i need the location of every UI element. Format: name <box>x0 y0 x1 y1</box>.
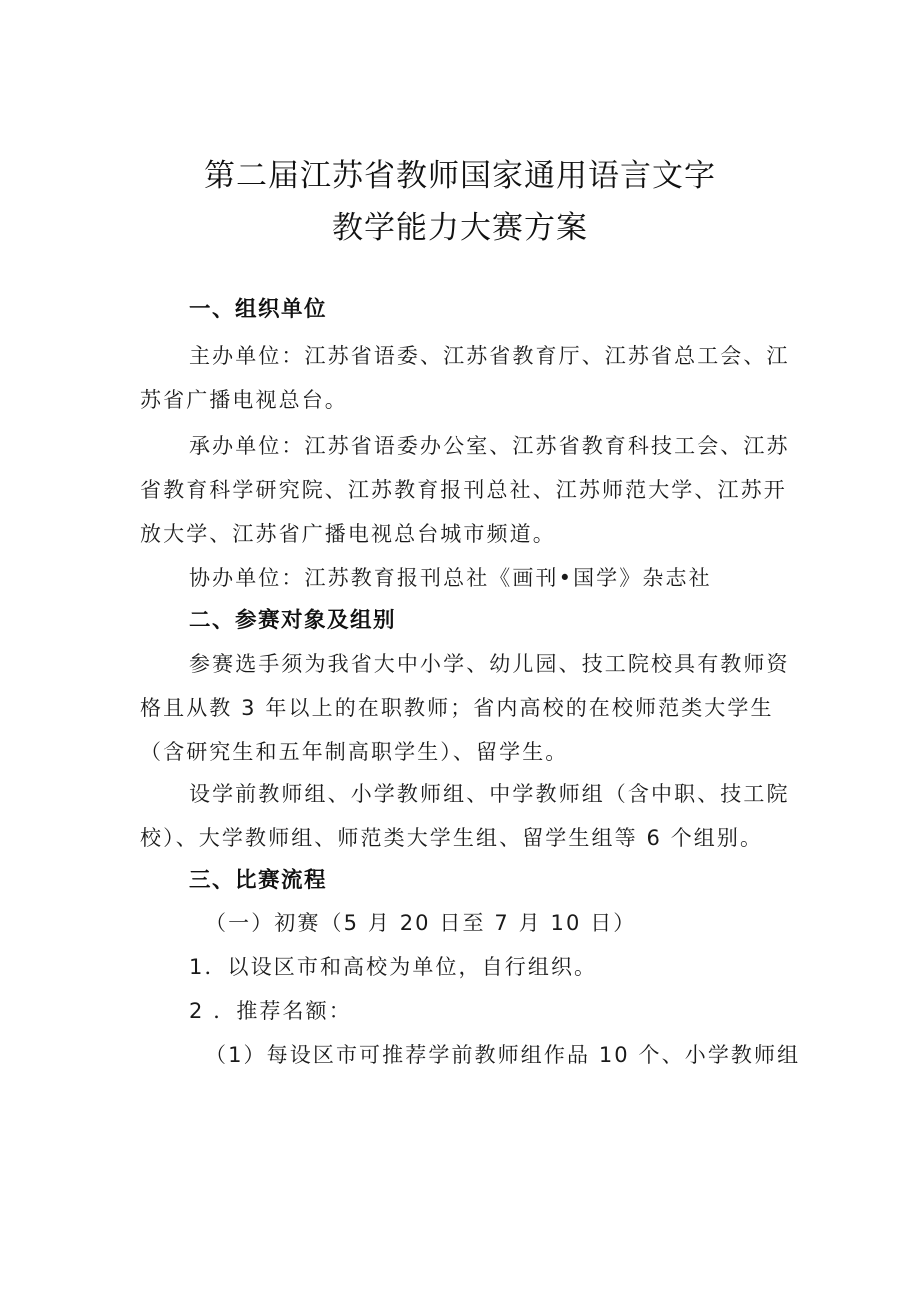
document-title-line-2: 教学能力大赛方案 <box>332 210 588 246</box>
organizer-units-line-3: 放大学、江苏省广播电视总台城市频道。 <box>140 522 556 546</box>
section-heading-organizers: 一、组织单位 <box>189 297 328 322</box>
document-title-line-1: 第二届江苏省教师国家通用语言文字 <box>204 158 716 194</box>
participants-para-line-3: （含研究生和五年制高职学生）、留学生。 <box>140 740 569 764</box>
host-units-line-1: 主办单位：江苏省语委、江苏省教育厅、江苏省总工会、江 <box>189 344 790 368</box>
groups-para-line-2: 校）、大学教师组、师范类大学生组、留学生组等 6 个组别。 <box>140 826 764 850</box>
groups-para-line-1: 设学前教师组、小学教师组、中学教师组（含中职、技工院 <box>189 782 790 806</box>
preliminary-item-2: 2 ．推荐名额： <box>189 999 352 1023</box>
participants-para-line-1: 参赛选手须为我省大中小学、幼儿园、技工院校具有教师资 <box>189 652 790 676</box>
organizer-units-line-1: 承办单位：江苏省语委办公室、江苏省教育科技工会、江苏 <box>189 434 790 458</box>
preliminary-item-1: 1．以设区市和高校为单位，自行组织。 <box>189 955 598 979</box>
stage-preliminary: （一）初赛（5 月 20 日至 7 月 10 日） <box>205 911 637 935</box>
host-units-line-2: 苏省广播电视总台。 <box>140 388 348 412</box>
section-heading-participants: 二、参赛对象及组别 <box>189 608 397 633</box>
participants-para-line-2: 格且从教 3 年以上的在职教师；省内高校的在校师范类大学生 <box>140 696 774 720</box>
coorganizer-units-line: 协办单位：江苏教育报刊总社《画刊•国学》杂志社 <box>189 566 712 590</box>
preliminary-item-2-sub-1: （1）每设区市可推荐学前教师组作品 10 个、小学教师组 <box>205 1043 801 1067</box>
organizer-units-line-2: 省教育科学研究院、江苏教育报刊总社、江苏师范大学、江苏开 <box>140 478 787 502</box>
section-heading-process: 三、比赛流程 <box>189 868 328 893</box>
